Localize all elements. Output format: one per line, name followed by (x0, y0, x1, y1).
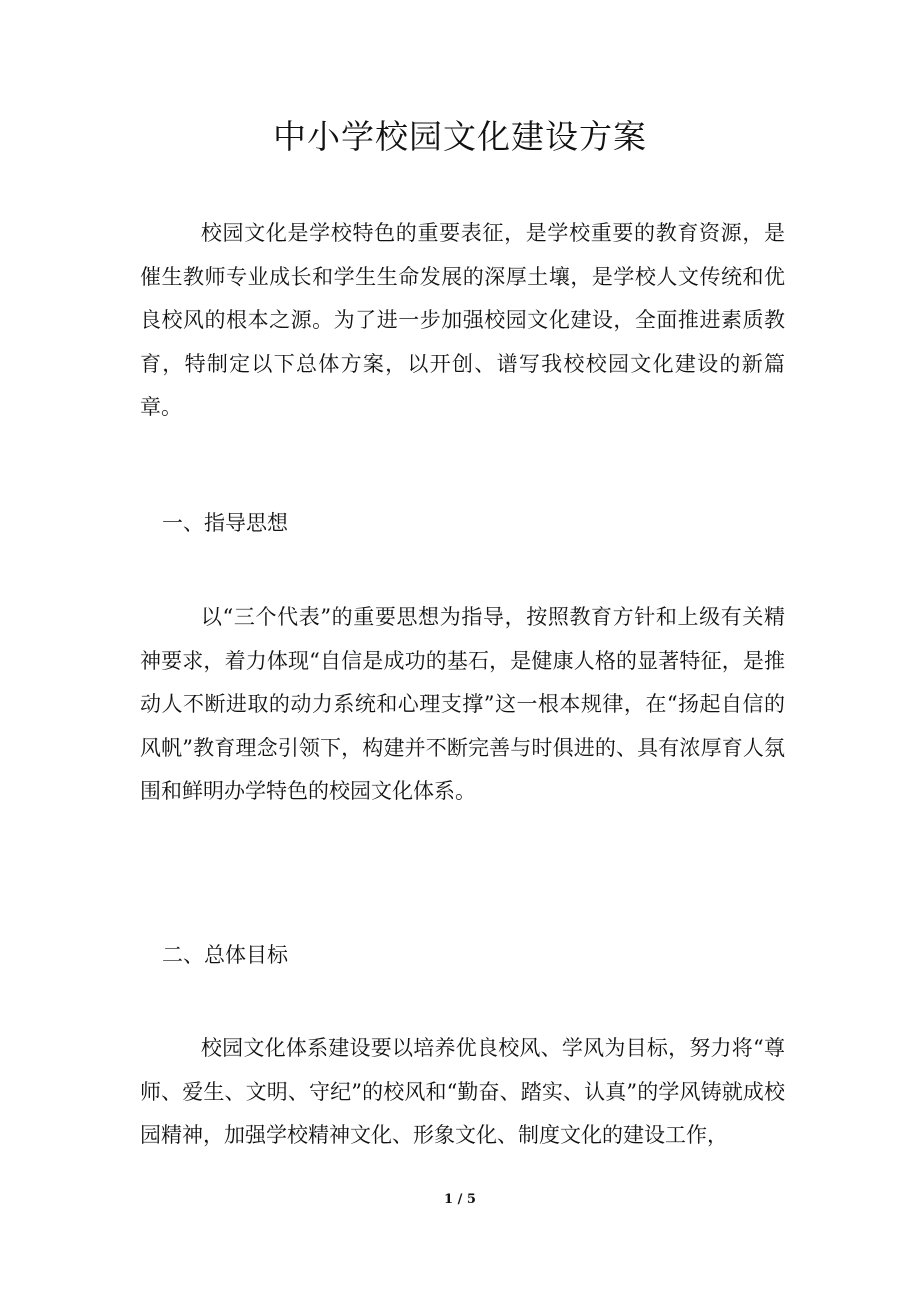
intro-paragraph: 校园文化是学校特色的重要表征，是学校重要的教育资源，是催生教师专业成长和学生生命发展的深厚土壤，是学校人文传统和优良校风的根本之源。为了进一步加强校园文化建设，全面推进素质教育，特制定以下总体方案，以开创、谱写我校校园文化建设的新篇章。 (140, 221, 785, 419)
document-title: 中小学校园文化建设方案 (273, 117, 647, 156)
section-paragraph-overall-goal: 校园文化体系建设要以培养优良校风、学风为目标，努力将“尊师、爱生、文明、守纪”的校风和“勤奋、踏实、认真”的学风铸就成校园精神，加强学校精神文化、形象文化、制度文化的建设工作， (140, 1036, 785, 1147)
section-heading-overall-goal: 二、总体目标 (162, 943, 288, 967)
section-heading-guiding-ideology: 一、指导思想 (162, 511, 288, 535)
page-number: 1 / 5 (444, 1192, 476, 1207)
section-paragraph-guiding-ideology: 以“三个代表”的重要思想为指导，按照教育方针和上级有关精神要求，着力体现“自信是成功的基石，是健康人格的显著特征，是推动人不断进取的动力系统和心理支撑”这一根本规律，在“扬起自信的风帆”教育理念引领下，构建并不断完善与时俱进的、具有浓厚育人氛围和鲜明办学特色的校园文化体系。 (140, 605, 785, 803)
